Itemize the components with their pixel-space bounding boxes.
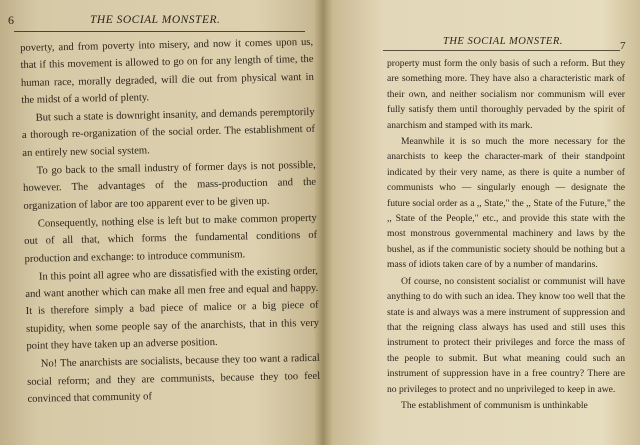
right-page-header <box>325 14 640 52</box>
paragraph: The establishment of communism is unthinkable <box>401 399 588 411</box>
paragraph: poverty, and from poverty into misery, and now it comes upon us, that if this movement is allowed to go on for any length of time, the human race, morally degraded, will die out from physical want in the midst of a world of plenty. <box>20 36 314 106</box>
paragraph: But such a state is downright insanity, and demands peremptorily a thorough re-organization of the social order. The establishment of an entirely new social system. <box>21 107 316 159</box>
paragraph: Consequently, nothing else is left but to make common property out of all that, which forms the fundamental conditions of production and exchange: to introduce communism. <box>24 212 318 265</box>
running-head: THE SOCIAL MONSTER. <box>443 36 563 47</box>
paragraph: Meanwhile it is so much the more necessary for the anarchists to keep the character-mark of their standpoint indicated by their very name, as there is quite a number of communists who — singularly enough — designate the future social order as a ,, State," the ,, State of the Future," the ,, State of the People," etc., and provide this state with the most monstrous governmental machinery and laws by the bushel, as if the communistic society should be nothing but a mass of idiots taken care of by a number of mandarins. <box>387 136 625 271</box>
header-rule <box>383 50 620 51</box>
header-rule <box>14 31 305 32</box>
paragraph: Of course, no consistent socialist or communist will have anything to do with such an idea. They know too well that the state is and always was a mere instrument of suppression and that the reigning class always has used and still uses this instrument to protect their privileges and force the mass of the people to submit. But what meaning could such an instrument of suppression have in a free country? There are no privileges to protect and no unprivileged to keep in awe. <box>387 275 625 395</box>
paragraph: No! The anarchists are socialists, because they too want a radical social reform; and they are communists, because they too feel convinced that community of <box>27 353 321 405</box>
left-page-header <box>0 14 325 30</box>
running-head: THE SOCIAL MONSTER. <box>90 14 221 26</box>
paragraph: To go back to the small industry of former days is not possible, however. The advantages of the mass-production and the organization of labor are too apparent ever to be given up. <box>23 159 317 212</box>
paragraph: In this point all agree who are dissatisfied with the existing order, and want another which can make all men free and equal and happy. It is therefore simply a bad piece of malice or a big piece of stupidity, when some people say of the anarchists, that in this very point they have taken up an adverse position. <box>25 265 320 352</box>
paragraph: property must form the only basis of such a reform. But they are something more. They have also a characteristic mark of their own, and neither socialism nor communism will ever fully satisfy them until thoroughly pervaded by the spirit of anarchism and stamped with its mark. <box>387 58 625 131</box>
right-page-body <box>387 56 625 414</box>
page-number: 6 <box>8 13 15 27</box>
left-page-body <box>20 34 321 409</box>
right-page <box>325 0 640 445</box>
page-number: 7 <box>620 40 626 52</box>
